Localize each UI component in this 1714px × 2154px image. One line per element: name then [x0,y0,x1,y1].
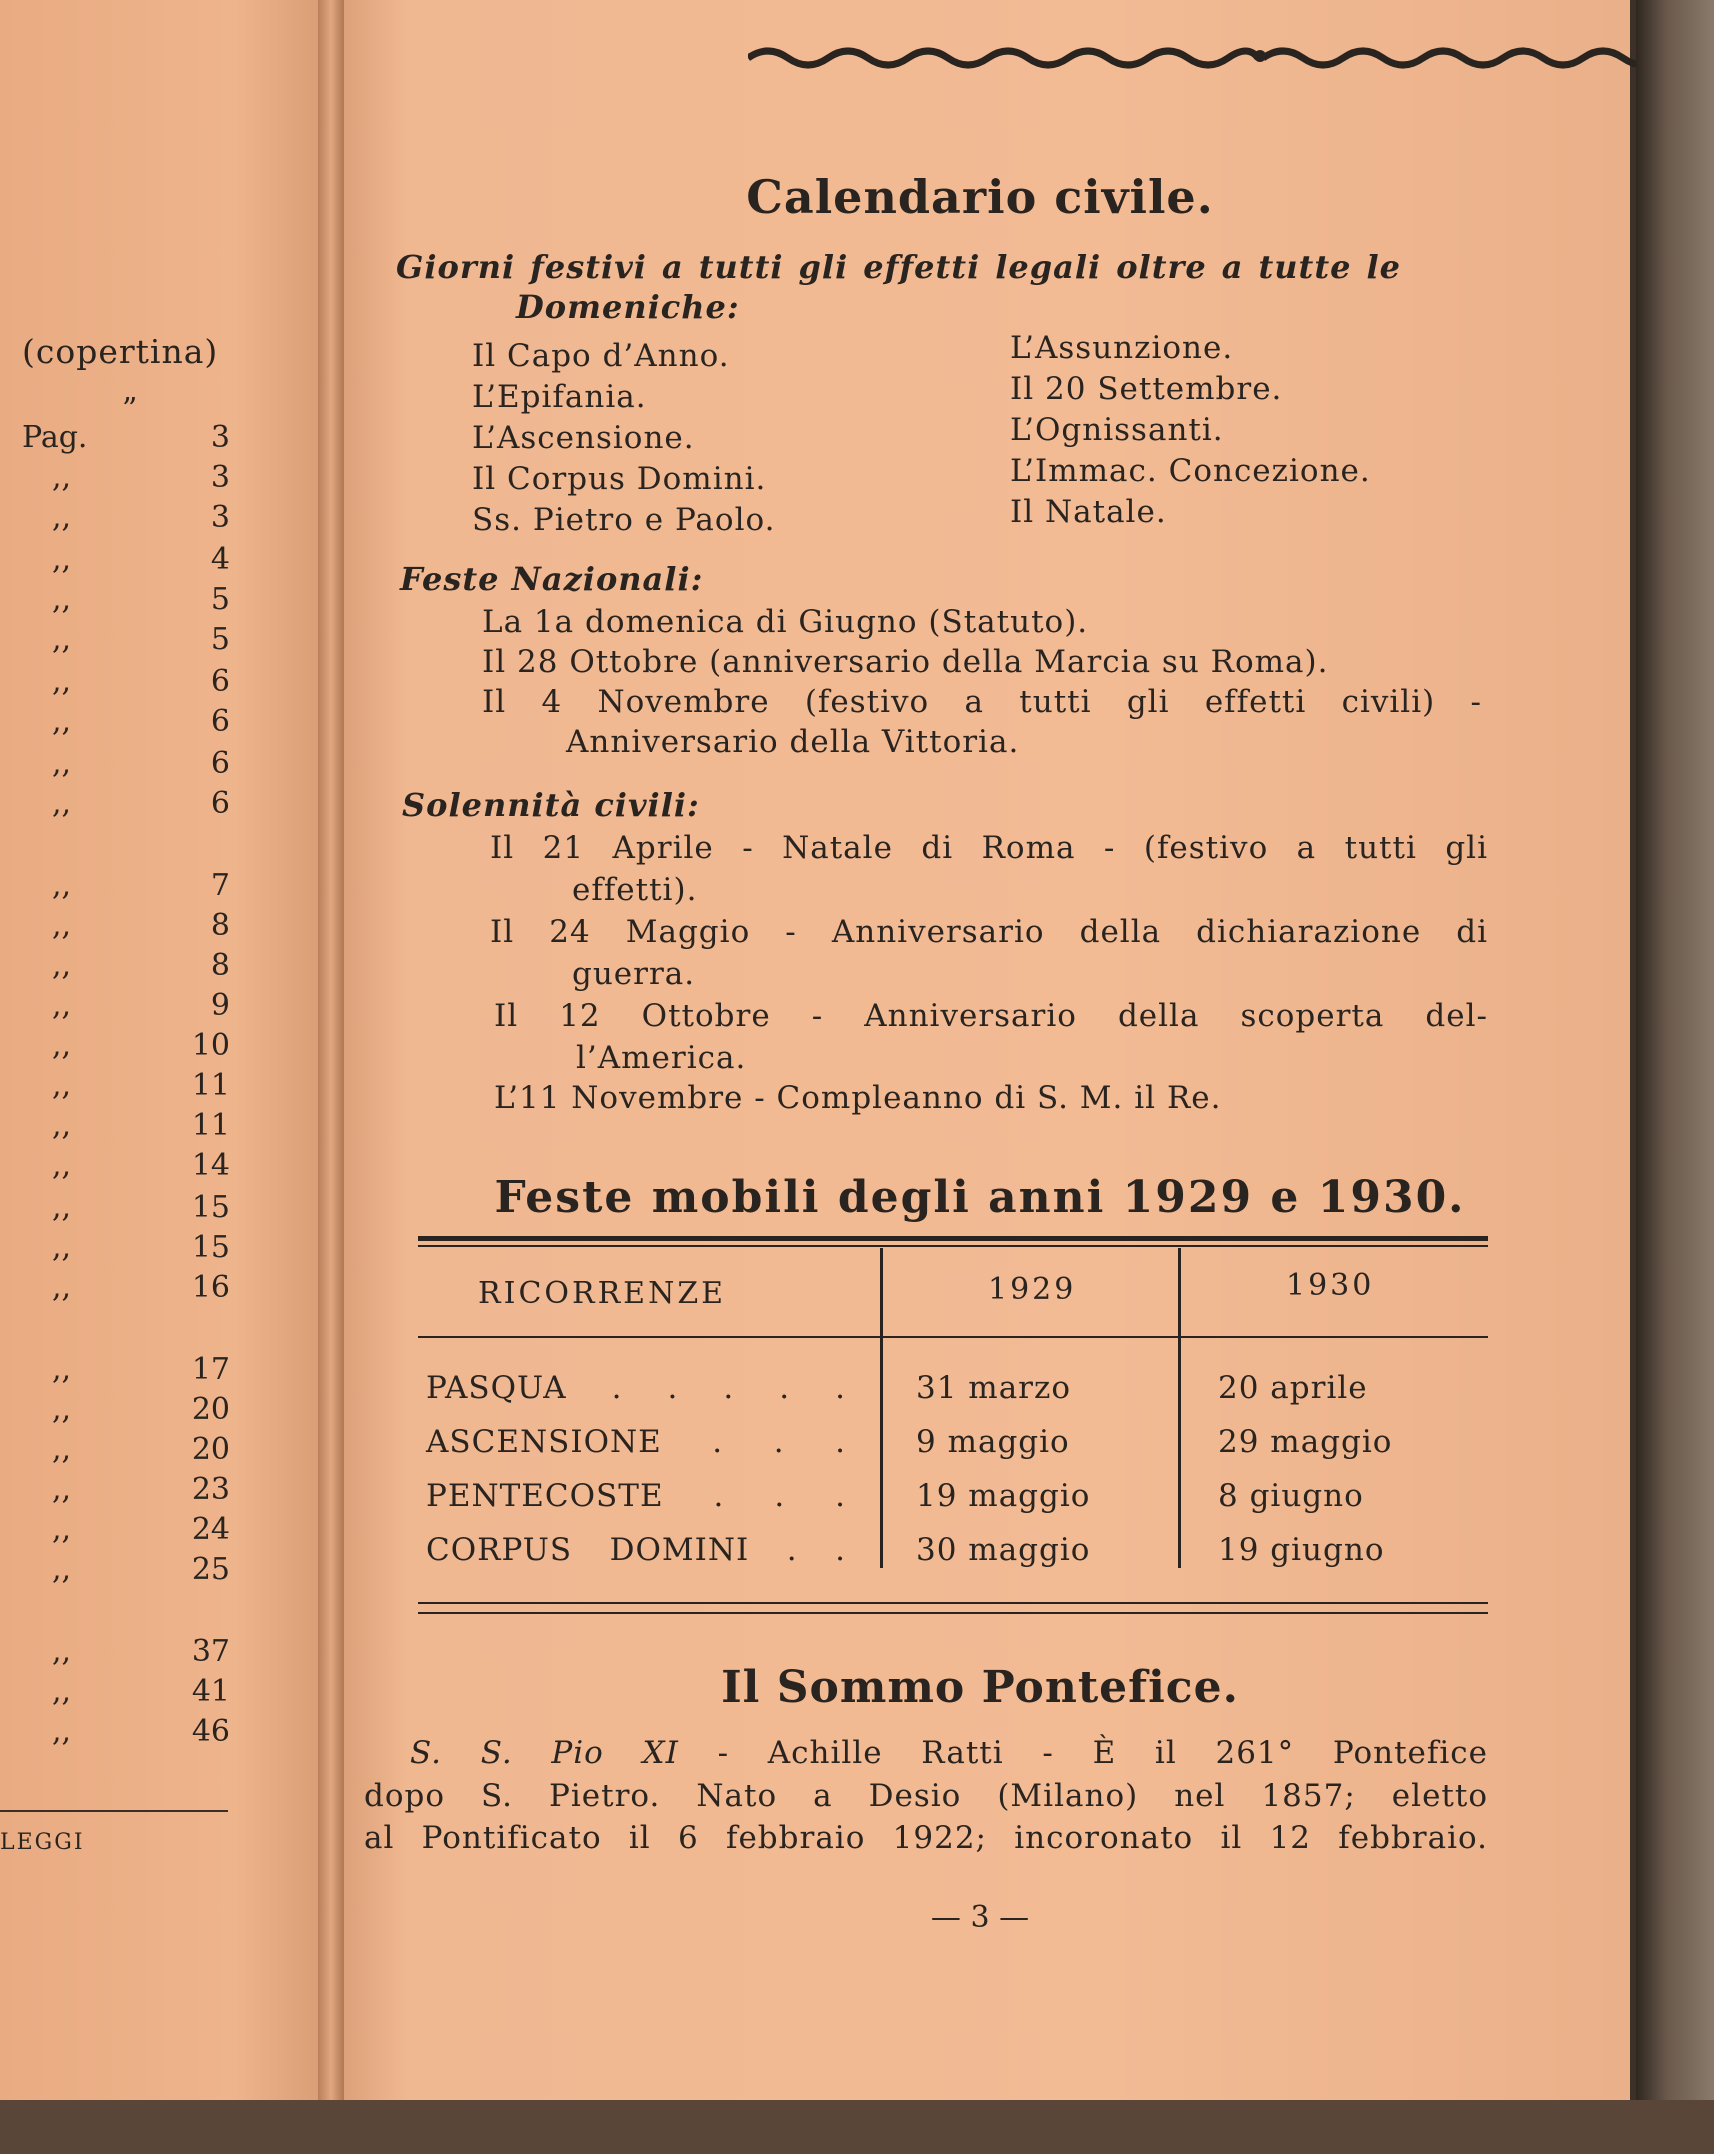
ricorrenza-cell: ASCENSIONE . . . [426,1424,846,1460]
toc-mark: ,, [52,1190,72,1225]
toc-header: (copertina) [22,332,219,371]
toc-page-number: 20 [191,1432,230,1467]
book-gutter [318,0,344,2130]
festivo-item: L’Ascensione. [472,420,695,456]
feste-mobili-title: Feste mobili degli anni 1929 e 1930. [494,1172,1466,1223]
toc-mark: ,, [52,622,72,657]
table-top-rule [418,1245,1488,1247]
toc-page-number: 46 [191,1714,230,1749]
toc-page-number: 5 [210,622,230,657]
solennita-line: guerra. [572,956,696,992]
toc-page-number: 37 [191,1634,230,1669]
festivo-item: Il 20 Settembre. [1010,371,1283,407]
toc-mark: ,, [52,1108,72,1143]
toc-row [0,948,240,988]
toc-page-number: 6 [210,664,230,699]
festivo-item: L’Immac. Concezione. [1010,453,1371,489]
toc-mark: ,, [52,704,72,739]
festivo-item: L’Assunzione. [1010,330,1234,366]
toc-row [0,500,240,540]
date-1930-cell: 19 giugno [1218,1532,1385,1568]
toc-row [0,1634,240,1674]
toc-row [0,868,240,908]
toc-mark: ,, [52,948,72,983]
toc-page-number: 5 [210,582,230,617]
toc-page-number: 6 [210,746,230,781]
toc-row [0,1472,240,1512]
toc-row [0,908,240,948]
solennita-line: l’America. [576,1040,747,1076]
toc-page-number: 11 [191,1108,230,1143]
solennita-line: effetti). [572,872,698,908]
toc-row [0,1714,240,1754]
pontefice-line-rest: - Achille Ratti - È il 261° Pontefice [717,1735,1488,1771]
calendario-title: Calendario civile. [746,170,1214,224]
ricorrenza-cell: PASQUA . . . . . [426,1370,846,1406]
toc-row [0,622,240,662]
divider [0,1810,228,1812]
toc-mark: ,, [52,500,72,535]
toc-row [0,542,240,582]
pontefice-line: al Pontificato il 6 febbraio 1922; incoronato il 12 febbraio. [364,1820,1488,1856]
toc-mark: ,, [52,664,72,699]
toc-mark: ,, [52,1230,72,1265]
toc-page-number: 14 [191,1148,230,1183]
toc-page-number: 15 [191,1190,230,1225]
toc-row [0,1190,240,1230]
toc-ditto: ” [122,392,138,427]
toc-row [0,582,240,622]
toc-page-number: 4 [210,542,230,577]
toc-mark: ,, [52,1148,72,1183]
solennita-line: Il 12 Ottobre - Anniversario della scoperta del- [494,998,1488,1034]
date-1930-cell: 8 giugno [1218,1478,1364,1514]
table-top-rule [418,1236,1488,1241]
toc-mark: ,, [52,786,72,821]
book-cover-edge [1636,0,1714,2154]
toc-mark: ,, [52,460,72,495]
background-fabric [0,2100,1714,2154]
toc-row [0,988,240,1028]
date-1929-cell: 30 maggio [916,1532,1091,1568]
page-number: — 3 — [930,1900,1030,1935]
festivo-item: L’Ognissanti. [1010,412,1224,448]
toc-mark: ,, [52,1432,72,1467]
toc-page-number: 6 [210,704,230,739]
toc-row [0,1068,240,1108]
nazionali-line: Anniversario della Vittoria. [566,724,1020,760]
pontefice-title: Il Sommo Pontefice. [721,1662,1239,1713]
date-1930-cell: 20 aprile [1218,1370,1368,1406]
toc-mark: Pag. [22,420,88,455]
solennita-line: L’11 Novembre - Compleanno di S. M. il Re. [494,1080,1222,1116]
toc-page-number: 7 [210,868,230,903]
toc-mark: ,, [52,1674,72,1709]
toc-row [0,664,240,704]
toc-page-number: 6 [210,786,230,821]
header-1930: 1930 [1286,1268,1375,1303]
nazionali-line: Il 28 Ottobre (anniversario della Marcia su Roma). [482,644,1329,680]
toc-page-number: 8 [210,948,230,983]
toc-row [0,704,240,744]
wave-ornament [748,34,1714,74]
toc-page-number: 20 [191,1392,230,1427]
toc-mark: ,, [52,746,72,781]
ricorrenza-cell: PENTECOSTE . . . [426,1478,846,1514]
toc-page-number: 25 [191,1552,230,1587]
header-ricorrenze: RICORRENZE [478,1276,727,1311]
date-1929-cell: 19 maggio [916,1478,1091,1514]
toc-mark: ,, [52,582,72,617]
right-page [330,0,1636,2130]
toc-row [0,1512,240,1552]
toc-page-number: 17 [191,1352,230,1387]
toc-page-number: 3 [210,460,230,495]
toc-page-number: 8 [210,908,230,943]
date-1930-cell: 29 maggio [1218,1424,1393,1460]
table-bottom-rule [418,1612,1488,1614]
ricorrenza-cell: CORPUS DOMINI . . [426,1532,846,1568]
toc-page-number: 15 [191,1230,230,1265]
toc-mark: ,, [52,1472,72,1507]
festivo-item: Il Natale. [1010,494,1167,530]
toc-row [0,746,240,786]
toc-mark: ,, [52,988,72,1023]
toc-page-number: 24 [191,1512,230,1547]
toc-page-number: 9 [210,988,230,1023]
nazionali-heading: Feste Nazionali: [400,560,704,598]
table-bottom-rule [418,1602,1488,1604]
toc-page-number: 11 [191,1068,230,1103]
date-1929-cell: 31 marzo [916,1370,1071,1406]
pontefice-line [410,1735,1488,1771]
toc-mark: ,, [52,1352,72,1387]
toc-row [0,1108,240,1148]
calendario-intro-2: Domeniche: [516,288,740,326]
toc-row [0,420,240,460]
toc-row [0,1270,240,1310]
toc-row [0,786,240,826]
column-divider [1178,1248,1181,1568]
pontefice-name: S. S. Pio XI [410,1735,679,1771]
toc-row [0,1552,240,1592]
toc-mark: ,, [52,1068,72,1103]
toc-row [0,1028,240,1068]
festivo-item: Il Capo d’Anno. [472,338,730,374]
toc-mark: ,, [52,868,72,903]
nazionali-line: Il 4 Novembre (festivo a tutti gli effetti civili) - [482,684,1482,720]
solennita-heading: Solennità civili: [402,786,700,824]
toc-mark: ,, [52,1392,72,1427]
toc-row [0,1432,240,1472]
toc-row [0,1230,240,1270]
header-rule [418,1336,1488,1338]
toc-row [0,460,240,500]
toc-mark: ,, [52,1028,72,1063]
toc-row [0,1392,240,1432]
feste-mobili-table [418,1236,1488,1626]
column-divider [880,1248,883,1568]
toc-footer: LEGGI [0,1830,85,1855]
toc-page-number: 16 [191,1270,230,1305]
nazionali-line: La 1a domenica di Giugno (Statuto). [482,604,1089,640]
toc-mark: ,, [52,542,72,577]
toc-page-number: 3 [210,420,230,455]
pontefice-line: dopo S. Pietro. Nato a Desio (Milano) nel 1857; eletto [364,1778,1488,1814]
toc-page-number: 10 [191,1028,230,1063]
date-1929-cell: 9 maggio [916,1424,1070,1460]
calendario-intro: Giorni festivi a tutti gli effetti legali oltre a tutte le [396,248,1401,286]
toc-row [0,1148,240,1188]
toc-mark: ,, [52,908,72,943]
festivo-item: Il Corpus Domini. [472,461,767,497]
toc-page-number: 23 [191,1472,230,1507]
solennita-line: Il 24 Maggio - Anniversario della dichiarazione di [490,914,1488,950]
toc-page-number: 41 [191,1674,230,1709]
toc-row [0,1674,240,1714]
toc-mark: ,, [52,1552,72,1587]
toc-page-number: 3 [210,500,230,535]
toc-mark: ,, [52,1714,72,1749]
toc-mark: ,, [52,1634,72,1669]
header-1929: 1929 [988,1272,1077,1307]
festivo-item: L’Epifania. [472,379,647,415]
left-page [0,0,335,2130]
festivo-item: Ss. Pietro e Paolo. [472,502,776,538]
toc-row [0,1352,240,1392]
toc-mark: ,, [52,1512,72,1547]
solennita-line: Il 21 Aprile - Natale di Roma - (festivo a tutti gli [490,830,1488,866]
toc-mark: ,, [52,1270,72,1305]
